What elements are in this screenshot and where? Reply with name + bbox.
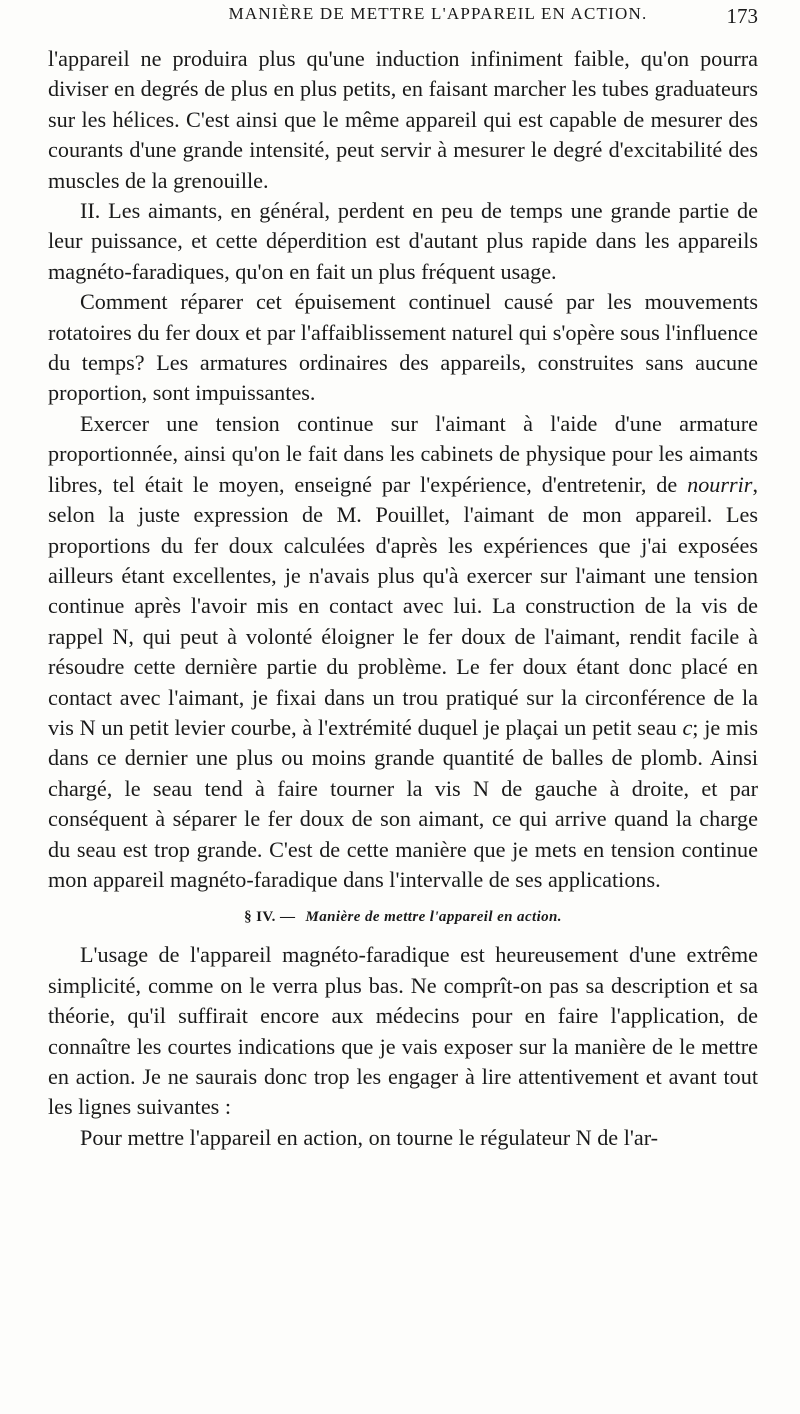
paragraph-3: Comment réparer cet épuisement continuel causé par les mouvements rotatoires du fer doux et par l'affaiblissement naturel qui s'opère sous l'influence du temps? Les armatures ordinaires des appareils, construites sans aucune proportion, sont impuissantes. (48, 289, 758, 406)
paragraph-1: l'appareil ne produira plus qu'une induction infiniment faible, qu'on pourra diviser en degrés de plus en plus petits, en faisant marcher les tubes graduateurs sur les hélices. C'est ainsi que le même appareil qui est capable de mesurer des courants d'une grande intensité, peut servir à mesurer le degré d'excitabilité des muscles de la grenouille. (48, 46, 758, 193)
paragraph-4-emphasis-2: c (682, 714, 693, 740)
paragraph-4-text-c: ; je mis dans ce dernier une plus ou moins grande quantité de balles de plomb. Ainsi chargé, le seau tend à faire tourner la vis N de gauche à droite, et par conséquent à séparer le fer doux de son aimant, ce qui arrive quand la charge du seau est trop grande. C'est de cette manière que je mets en tension continue mon appareil magnéto-faradique dans l'intervalle de ses applications. (48, 714, 758, 892)
running-head-title: MANIÈRE DE METTRE L'APPAREIL EN ACTION. (228, 4, 648, 23)
section-heading (48, 909, 758, 926)
paragraph-6: Pour mettre l'appareil en action, on tourne le régulateur N de l'ar- (80, 1124, 659, 1150)
page-number: 173 (726, 4, 758, 28)
paragraph-4 (48, 409, 758, 896)
paragraph-4-text-a: Exercer une tension continue sur l'aimant à l'aide d'une armature proportionnée, ainsi qu'on le fait dans les cabinets de physique pour les aimants libres, tel était le moyen, enseigné par l'expérience, d'entretenir, de (48, 410, 758, 497)
paragraph-5: L'usage de l'appareil magnéto-faradique est heureusement d'une extrême simplicité, comme on le verra plus bas. Ne comprît-on pas sa description et sa théorie, qu'il suffirait encore aux médecins pour en faire l'application, de connaître les courtes indications que je vais exposer sur la manière de le mettre en action. Je ne saurais donc trop les engager à lire attentivement et avant tout les lignes suivantes : (48, 942, 758, 1120)
section-title: Manière de mettre l'appareil en action. (305, 909, 562, 926)
section-number: § IV. — (244, 909, 296, 926)
paragraph-4-emphasis: nourrir (687, 471, 753, 497)
running-head (48, 0, 758, 52)
paragraph-2: II. Les aimants, en général, perdent en peu de temps une grande partie de leur puissance, et cette déperdition est d'autant plus rapide dans les appareils magnéto-faradiques, qu'on en fait un plus fréquent usage. (48, 198, 758, 284)
paragraph-4-text-b: , selon la juste expression de M. Pouillet, l'aimant de mon appareil. Les proportions du fer doux calculées d'après les expériences que j'ai exposées ailleurs étant excellentes, je n'avais plus qu'à exercer sur l'aimant une tension continue après l'avoir mis en contact avec lui. La construction de la vis de rappel N, qui peut à volonté éloigner le fer doux de l'aimant, rendit facile à résoudre cette dernière partie du problème. Le fer doux étant donc placé en contact avec l'aimant, je fixai dans un trou pratiqué sur la circonférence de la vis N un petit levier courbe, à l'extrémité duquel je plaçai un petit seau (48, 471, 758, 740)
